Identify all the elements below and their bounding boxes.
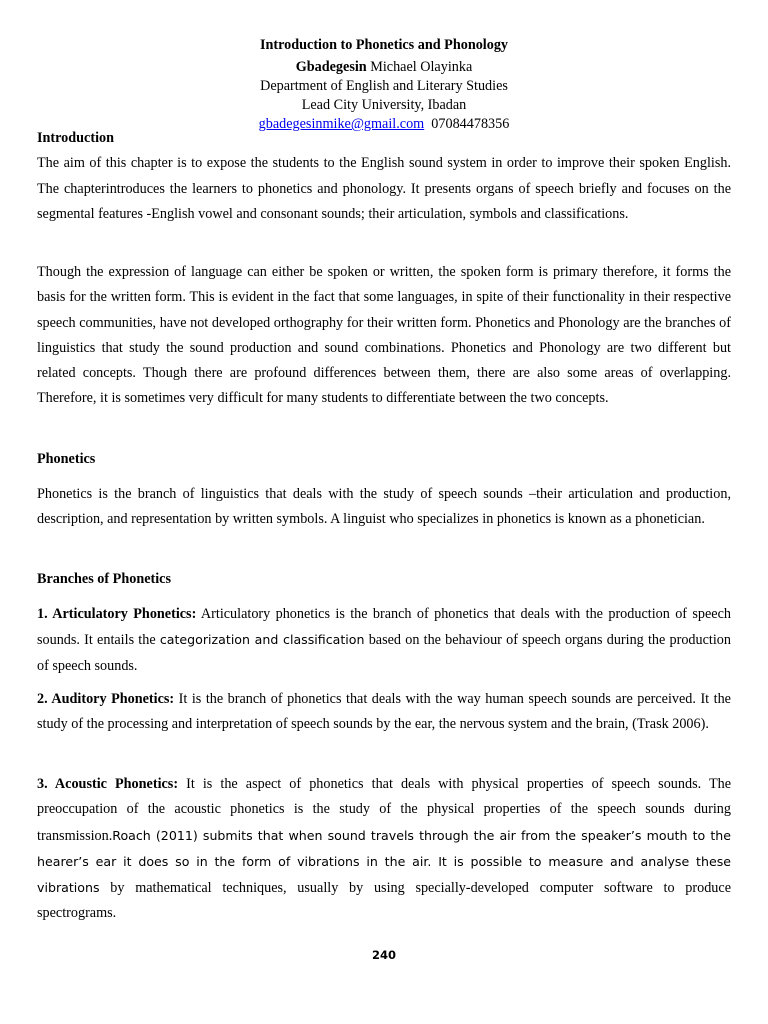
introduction-heading: Introduction (37, 130, 114, 146)
acoustic-phonetics-label: 3. Acoustic Phonetics: (37, 776, 179, 792)
introduction-paragraph-2-block (37, 260, 731, 412)
introduction-paragraph-2: Though the expression of language can either be spoken or written, the spoken form is primary therefore, it forms the basis for the written form. This is evident in the fact that some languages, in spite of their functionality in their respective speech communities, have not developed orthography for their written form. Phonetics and Phonology are the branches of linguistics that study the sound production and sound combinations. Phonetics and Phonology are two different but related concepts. Though there are profound differences between them, there are also some areas of overlapping. Therefore, it is sometimes very difficult for many students to differentiate between the two concepts. (37, 264, 731, 407)
author-department: Department of English and Literary Studies (260, 78, 508, 94)
phonetics-heading-block (37, 447, 731, 472)
acoustic-text-b: by mathematical techniques, usually by using specially-developed computer software to produce spectrograms. (37, 880, 731, 922)
auditory-phonetics-block (37, 687, 731, 738)
articulatory-phonetics-paragraph (37, 602, 731, 679)
document-header (0, 36, 768, 134)
branches-heading-block (37, 567, 731, 592)
acoustic-phonetics-paragraph (37, 772, 731, 927)
page-number: 240 (371, 948, 396, 962)
articulatory-phonetics-block (37, 602, 731, 679)
articulatory-text-b: based on the behaviour of speech organs during the production of speech sounds. (37, 632, 731, 674)
auditory-phonetics-paragraph (37, 687, 731, 738)
branches-heading: Branches of Phonetics (37, 571, 171, 587)
author-given-name: Michael Olayinka (370, 59, 473, 75)
introduction-section (37, 126, 731, 227)
author-line (0, 58, 768, 77)
phone-number: 07084478356 (431, 116, 510, 132)
articulatory-phonetics-label: 1. Articulatory Phonetics: (37, 606, 197, 622)
articulatory-text-sans: categorization and classification (159, 632, 365, 648)
articulatory-text-a: Articulatory phonetics is the branch of phonetics that deals with the production of speech sounds. It entails the (37, 606, 731, 649)
auditory-phonetics-label: 2. Auditory Phonetics: (37, 691, 175, 707)
acoustic-phonetics-block (37, 772, 731, 927)
author-university: Lead City University, Ibadan (301, 97, 467, 113)
phonetics-paragraph-block (37, 482, 731, 533)
auditory-text: It is the branch of phonetics that deals with the way human speech sounds are perceived. It the study of the processing and interpretation of speech sounds by the ear, the nervous system and the brain, (Trask 2006). (37, 691, 731, 733)
author-surname: Gbadegesin (295, 59, 367, 75)
phonetics-paragraph: Phonetics is the branch of linguistics that deals with the study of speech sounds –their articulation and production, description, and representation by written symbols. A linguist who specializes in phonetics is known as a phonetician. (37, 486, 731, 528)
document-title: Introduction to Phonetics and Phonology (259, 37, 509, 53)
acoustic-text-a: It is the aspect of phonetics that deals with physical properties of speech sounds. The preoccupation of the acoustic phonetics is the study of the physical properties of the speech sounds during transmission. (37, 776, 731, 844)
acoustic-text-sans: Roach (2011) submits that when sound travels through the air from the speaker’s mouth to the hearer’s ear it does so in the form of vibrations in the air. It is possible to measure and analyse these vibrations (37, 827, 731, 896)
email-link[interactable]: gbadegesinmike@gmail.com (258, 116, 425, 132)
phonetics-heading: Phonetics (37, 451, 96, 467)
introduction-paragraph-1: The aim of this chapter is to expose the students to the English sound system in order to improve their spoken English. The chapterintroduces the learners to phonetics and phonology. It presents organs of speech briefly and focuses on the segmental features -English vowel and consonant sounds; their articulation, symbols and classifications. (37, 155, 731, 222)
